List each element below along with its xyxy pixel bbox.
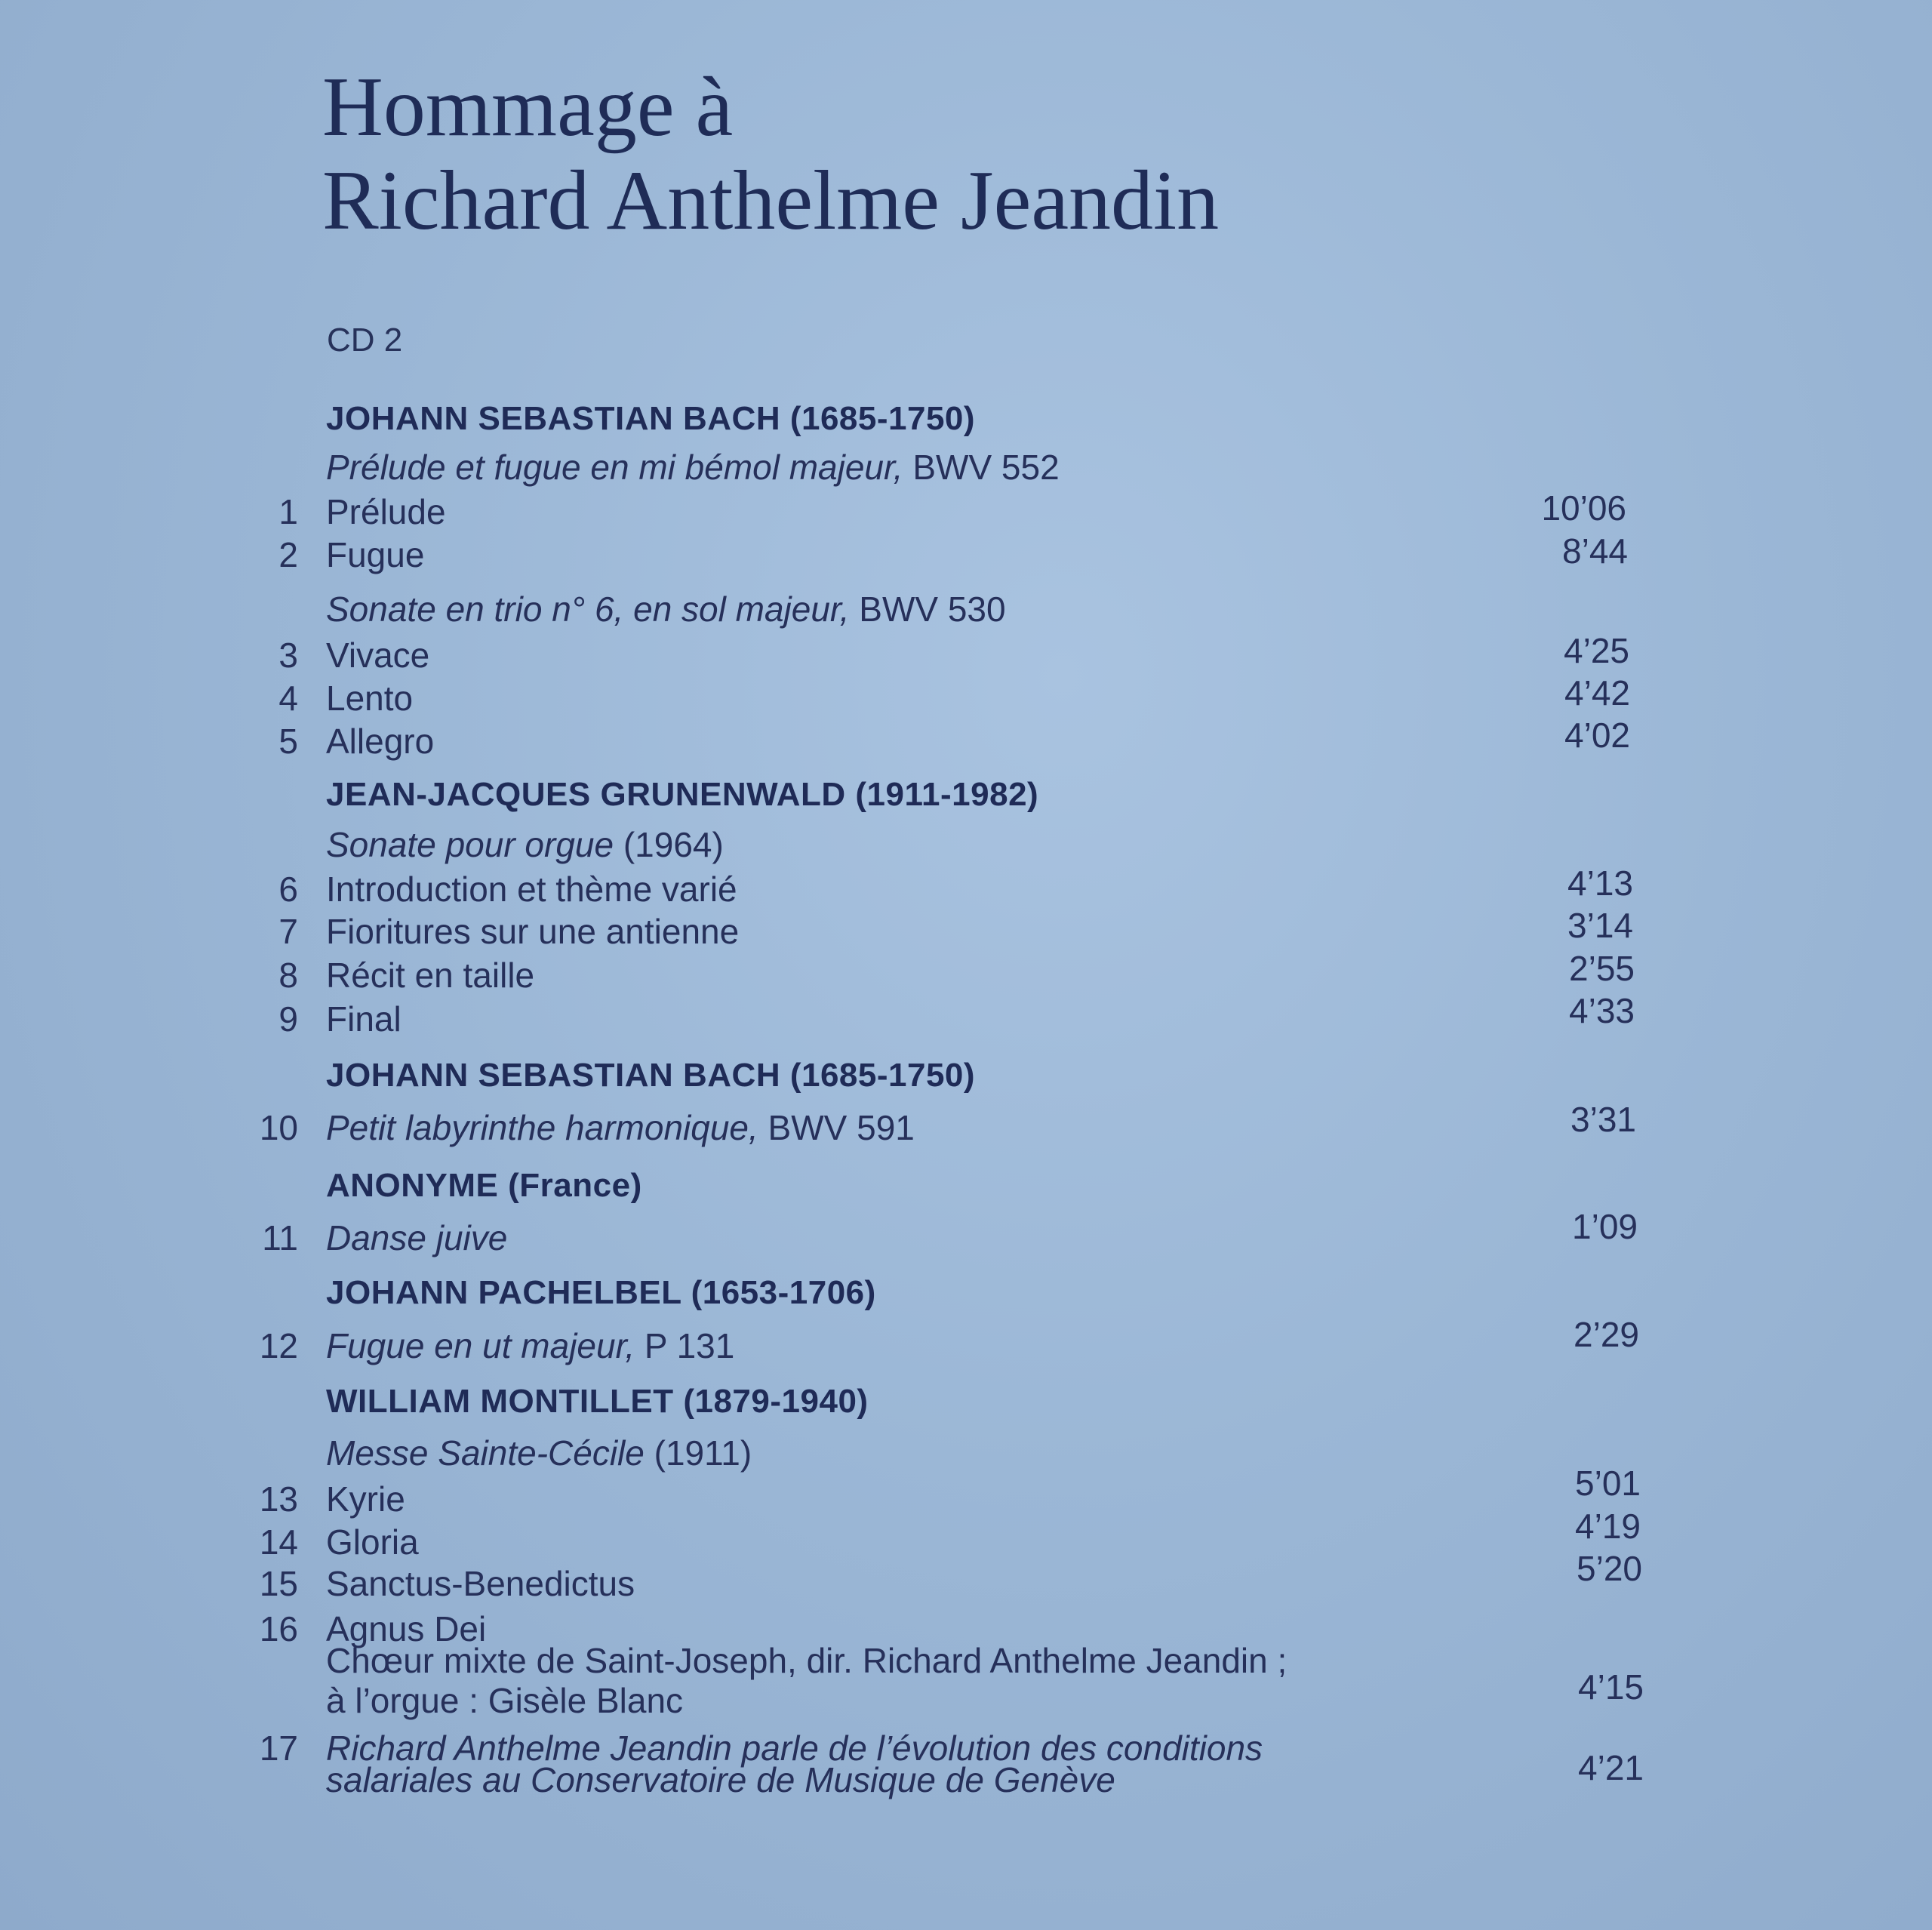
composer-heading: JEAN-JACQUES GRUNENWALD (1911-1982) <box>326 776 1039 813</box>
album-title <box>322 60 1219 248</box>
track-title: Agnus Dei <box>326 1609 487 1648</box>
track-duration: 8’44 <box>1562 531 1628 571</box>
work-title: Prélude et fugue en mi bémol majeur, BWV 552 <box>326 448 1060 487</box>
composer-heading: WILLIAM MONTILLET (1879-1940) <box>326 1383 869 1420</box>
track-duration: 3’14 <box>1567 906 1633 945</box>
track-number: 3 <box>278 636 298 675</box>
track-duration: 5’20 <box>1577 1549 1642 1588</box>
track-duration: 4’42 <box>1564 673 1630 713</box>
track-title: Vivace <box>326 636 430 675</box>
track-title: Lento <box>326 679 414 718</box>
performer-note-line1: Chœur mixte de Saint-Joseph, dir. Richard Anthelme Jeandin ; <box>326 1641 1287 1680</box>
track-title: Allegro <box>326 722 435 761</box>
track-number: 6 <box>278 870 298 909</box>
track-title: Fugue en ut majeur, P 131 <box>326 1326 735 1365</box>
album-title-line1: Hommage à <box>322 60 734 154</box>
track-duration: 2’55 <box>1569 949 1635 988</box>
track-number: 2 <box>278 535 298 574</box>
track-number: 1 <box>278 492 298 531</box>
track-number: 11 <box>262 1218 298 1257</box>
composer-heading: JOHANN PACHELBEL (1653-1706) <box>326 1274 876 1311</box>
track-duration: 5’01 <box>1575 1464 1641 1503</box>
track-duration: 4’21 <box>1578 1748 1644 1787</box>
track-duration: 4’15 <box>1578 1667 1644 1707</box>
track-number: 17 <box>259 1728 298 1768</box>
track-title: Fioritures sur une antienne <box>326 912 740 951</box>
track-title: Récit en taille <box>326 956 535 995</box>
album-title-line2: Richard Anthelme Jeandin <box>322 154 1220 248</box>
track-number: 7 <box>278 912 298 951</box>
track-title: Gloria <box>326 1522 419 1562</box>
track-title: Richard Anthelme Jeandin parle de l’évolution des conditions <box>326 1728 1263 1768</box>
track-title: Prélude <box>326 492 446 531</box>
work-title: Sonate pour orgue (1964) <box>326 825 724 864</box>
track-title: Sanctus-Benedictus <box>326 1564 635 1603</box>
track-duration: 4’33 <box>1569 991 1635 1030</box>
track-number: 9 <box>278 999 298 1039</box>
track-duration: 4’13 <box>1567 863 1633 903</box>
track-title: Introduction et thème varié <box>326 870 737 909</box>
track-duration: 4’02 <box>1564 716 1630 755</box>
track-number: 10 <box>259 1108 298 1147</box>
track-title-line2: salariales au Conservatoire de Musique de Genève <box>326 1760 1115 1799</box>
track-duration: 2’29 <box>1574 1315 1639 1354</box>
performer-note-line2: à l’orgue : Gisèle Blanc <box>326 1681 684 1720</box>
track-title: Kyrie <box>326 1479 405 1519</box>
composer-heading: ANONYME (France) <box>326 1167 642 1204</box>
work-title: Messe Sainte-Cécile (1911) <box>326 1433 752 1473</box>
cd-label: CD 2 <box>327 322 403 359</box>
track-duration: 10’06 <box>1541 488 1626 528</box>
track-number: 14 <box>259 1522 298 1562</box>
track-number: 8 <box>278 956 298 995</box>
track-number: 4 <box>278 679 298 718</box>
track-duration: 3’31 <box>1571 1100 1636 1139</box>
composer-heading: JOHANN SEBASTIAN BACH (1685-1750) <box>326 1057 976 1094</box>
track-number: 13 <box>259 1479 298 1519</box>
track-title: Danse juive <box>326 1218 508 1257</box>
composer-heading: JOHANN SEBASTIAN BACH (1685-1750) <box>326 400 976 437</box>
track-number: 5 <box>278 722 298 761</box>
track-number: 15 <box>259 1564 298 1603</box>
track-title: Final <box>326 999 401 1039</box>
track-number: 12 <box>259 1326 298 1365</box>
track-title: Petit labyrinthe harmonique, BWV 591 <box>326 1108 915 1147</box>
track-duration: 4’19 <box>1575 1507 1641 1546</box>
track-duration: 1’09 <box>1572 1207 1638 1246</box>
track-duration: 4’25 <box>1564 631 1629 670</box>
work-title: Sonate en trio n° 6, en sol majeur, BWV 530 <box>326 589 1006 629</box>
track-number: 16 <box>259 1609 298 1648</box>
track-title: Fugue <box>326 535 425 574</box>
